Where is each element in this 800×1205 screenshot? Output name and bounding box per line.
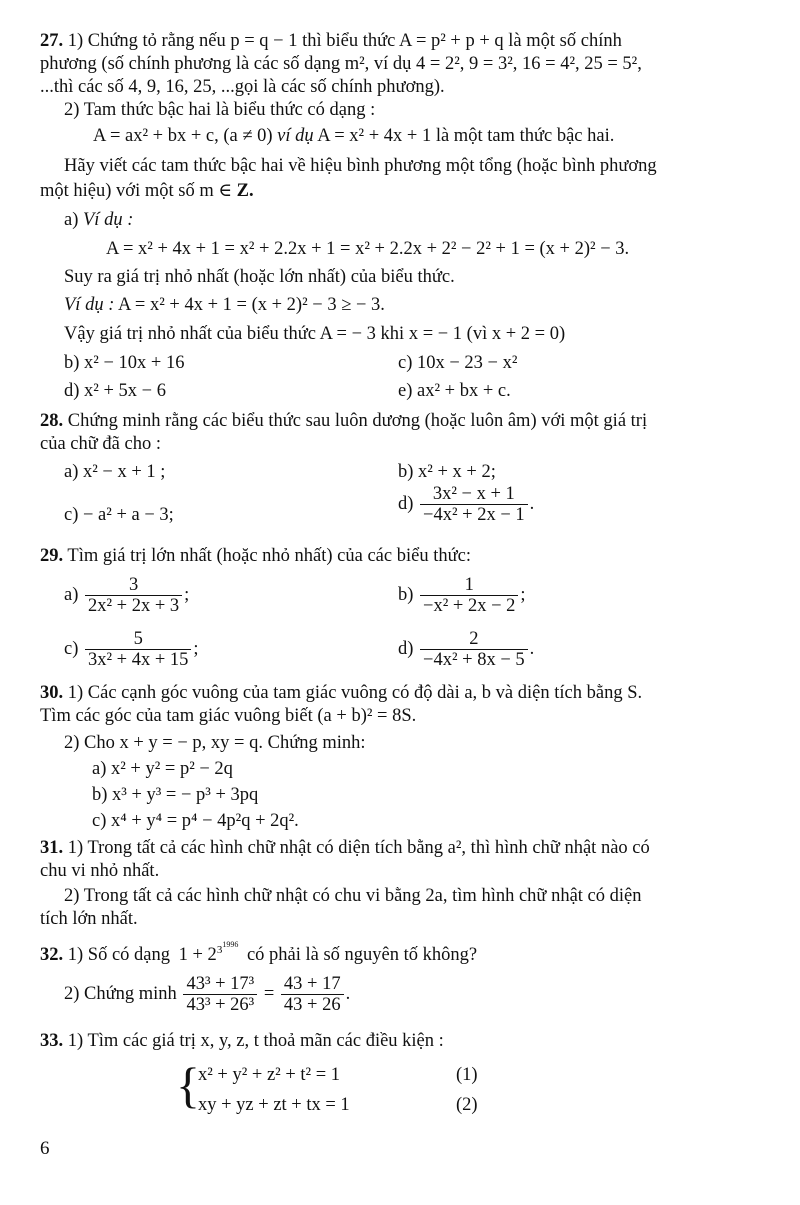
problem-30-line3: 2) Cho x + y = − p, xy = q. Chứng minh: [64, 733, 366, 753]
problem-27-line9: A = x² + 4x + 1 = x² + 2.2x + 1 = x² + 2.2x + 2² − 2² + 1 = (x + 2)² − 3. [106, 239, 630, 259]
problem-28-line1: 28. Chứng minh rằng các biểu thức sau luôn dương (hoặc luôn âm) với một giá trị [40, 411, 648, 431]
problem-27-d: d) x² + 5x − 6 [64, 381, 166, 401]
fraction: $\frac{43 + 17}{43 + 26}$ [281, 974, 344, 1015]
problem-32-line1: 32. 1) Số có dạng $1 + 2^{3^{1996}}$ có phải là số nguyên tố không? [40, 940, 478, 965]
problem-27-e: e) ax² + bx + c. [398, 381, 511, 401]
problem-27-line3: ...thì các số 4, 9, 16, 25, ...gọi là các số chính phương). [40, 77, 445, 97]
fraction: $\frac{\text{43³ + 17³}}{\text{43³ + 26³}}$ [183, 974, 257, 1015]
problem-32-line2: 2) Chứng minh $\frac{\text{43³ + 17³}}{\text{43³ + 26³}}$ = $\frac{43 + 17}{43 + 26}$ . [64, 974, 351, 1015]
problem-30-b: b) x³ + y³ = − p³ + 3pq [92, 785, 259, 805]
problem-27-b: b) x² − 10x + 16 [64, 353, 185, 373]
problem-33-line1: 33. 1) Tìm các giá trị x, y, z, t thoả mãn các điều kiện : [40, 1031, 444, 1051]
problem-number: 28. [40, 411, 64, 431]
fraction: $\frac{3}{\text{2x² + 2x + 3}}$ [85, 575, 182, 616]
problem-28-d: d) $\frac{\text{3x² − x + 1}}{\text{−4x² + 2x − 1}}$ . [398, 484, 535, 525]
problem-28-a: a) x² − x + 1 ; [64, 462, 166, 482]
problem-30-line1: 30. 1) Các cạnh góc vuông của tam giác vuông có độ dài a, b và diện tích bằng S. [40, 683, 643, 703]
problem-27-line12: Vậy giá trị nhỏ nhất của biểu thức A = − 3 khi x = − 1 (vì x + 2 = 0) [64, 324, 566, 344]
problem-27-line11: Ví dụ : A = x² + 4x + 1 = (x + 2)² − 3 ≥ − 3. [64, 295, 385, 315]
problem-29-line1: 29. Tìm giá trị lớn nhất (hoặc nhỏ nhất) của các biểu thức: [40, 546, 471, 566]
problem-number: 32. [40, 945, 64, 965]
problem-28-line2: của chữ đã cho : [40, 434, 161, 454]
power-tower: $1 + 2^{3^{1996}}$ [178, 940, 239, 965]
problem-31-line4: tích lớn nhất. [40, 909, 138, 929]
problem-27-line6: Hãy viết các tam thức bậc hai về hiệu bình phương một tổng (hoặc bình phương [64, 156, 657, 176]
problem-27-line10: Suy ra giá trị nhỏ nhất (hoặc lớn nhất) của biểu thức. [64, 267, 455, 287]
problem-29-d: d) $\frac{2}{\text{−4x² + 8x − 5}}$ . [398, 629, 535, 670]
problem-27-line7: một hiệu) với một số m ∈ Z. [40, 181, 254, 201]
fraction: $\frac{2}{\text{−4x² + 8x − 5}}$ [420, 629, 528, 670]
fraction: $\frac{1}{\text{−x² + 2x − 2}}$ [420, 575, 518, 616]
problem-27-c: c) 10x − 23 − x² [398, 353, 518, 373]
system-brace: { [176, 1057, 200, 1113]
problem-number: 33. [40, 1031, 64, 1051]
equation-2-number: (2) [456, 1095, 478, 1115]
problem-28-c: c) − a² + a − 3; [64, 505, 174, 525]
problem-31-line1: 31. 1) Trong tất cả các hình chữ nhật có diện tích bằng a², thì hình chữ nhật nào có [40, 838, 650, 858]
problem-28-b: b) x² + x + 2; [398, 462, 496, 482]
problem-30-a: a) x² + y² = p² − 2q [92, 759, 233, 779]
page-number: 6 [40, 1138, 50, 1159]
problem-27-line2: phương (số chính phương là các số dạng m², ví dụ 4 = 2², 9 = 3², 16 = 4², 25 = 5², [40, 54, 642, 74]
problem-29-c: c) $\frac{5}{\text{3x² + 4x + 15}}$ ; [64, 629, 199, 670]
problem-27-line5: A = ax² + bx + c, (a ≠ 0) ví dụ A = x² + 4x + 1 là một tam thức bậc hai. [93, 126, 615, 146]
problem-29-b: b) $\frac{1}{\text{−x² + 2x − 2}}$ ; [398, 575, 526, 616]
problem-number: 30. [40, 683, 64, 703]
problem-number: 29. [40, 546, 64, 566]
equation-1-number: (1) [456, 1065, 478, 1085]
problem-30-c: c) x⁴ + y⁴ = p⁴ − 4p²q + 2q². [92, 811, 299, 831]
problem-27-line1: 27. 1) Chứng tỏ rằng nếu p = q − 1 thì biểu thức A = p² + p + q là một số chính [40, 31, 622, 51]
equation-2: xy + yz + zt + tx = 1 [198, 1095, 350, 1115]
fraction: $\frac{\text{3x² − x + 1}}{\text{−4x² + 2x − 1}}$ [420, 484, 528, 525]
problem-27-line4: 2) Tam thức bậc hai là biểu thức có dạng : [64, 100, 376, 120]
problem-29-a: a) $\frac{3}{\text{2x² + 2x + 3}}$ ; [64, 575, 190, 616]
problem-31-line2: chu vi nhỏ nhất. [40, 861, 160, 881]
problem-number: 27. [40, 31, 64, 51]
problem-31-line3: 2) Trong tất cả các hình chữ nhật có chu vi bằng 2a, tìm hình chữ nhật có diện [64, 886, 642, 906]
problem-30-line2: Tìm các góc của tam giác vuông biết (a + b)² = 8S. [40, 706, 417, 726]
equation-1: x² + y² + z² + t² = 1 [198, 1065, 341, 1085]
problem-number: 31. [40, 838, 64, 858]
fraction: $\frac{5}{\text{3x² + 4x + 15}}$ [85, 629, 191, 670]
problem-27-line8: a) Ví dụ : [64, 210, 134, 230]
